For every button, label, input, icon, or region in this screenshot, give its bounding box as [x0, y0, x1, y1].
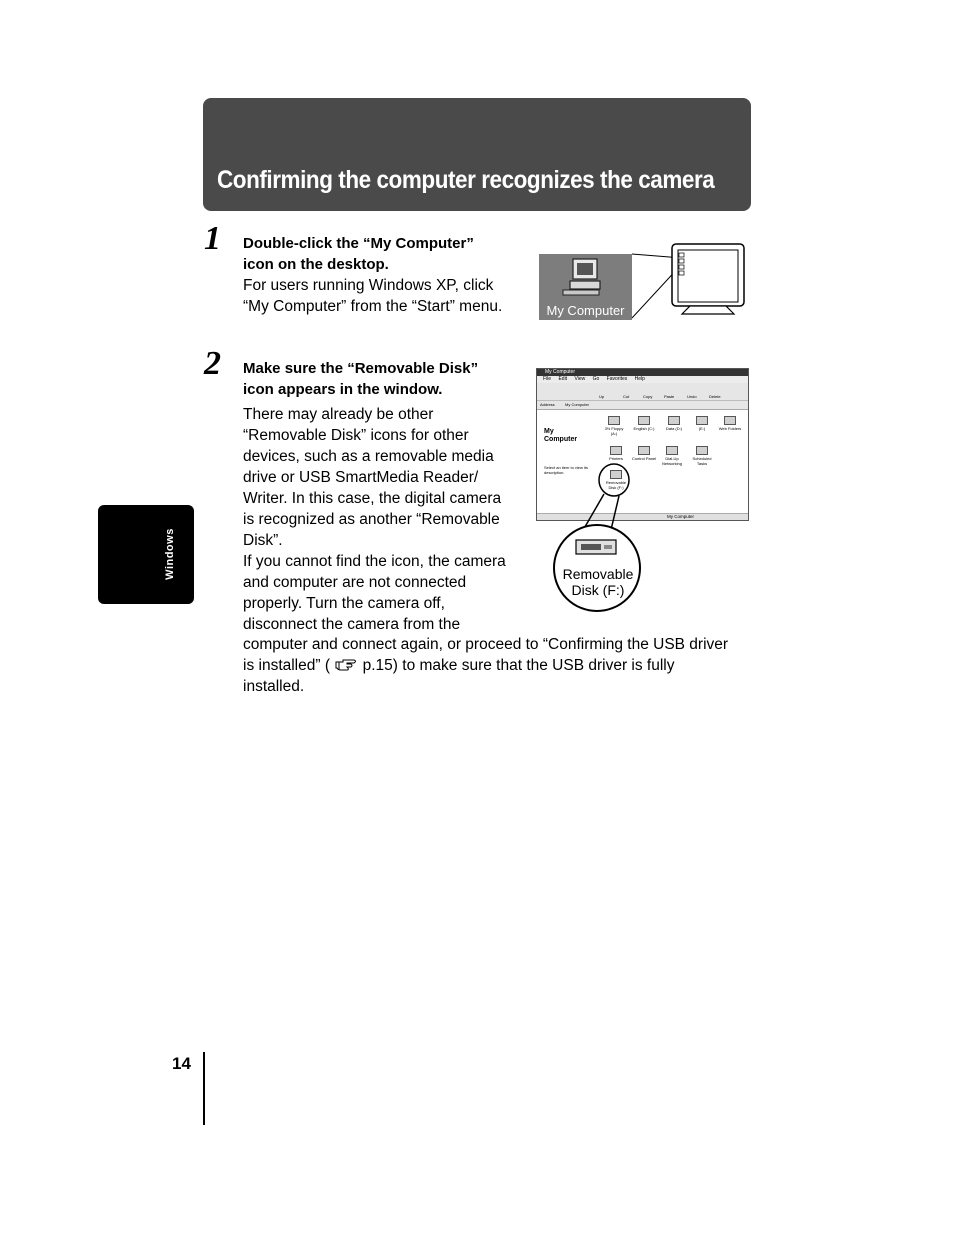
menu-go[interactable]: Go [592, 376, 600, 382]
step-2-wide-line-2-post: ) to make sure that the USB driver is fully [392, 657, 675, 674]
sidebar-title-line-1: My [544, 428, 554, 435]
step-1-number: 1 [204, 220, 221, 257]
dial-up-networking-icon[interactable]: Dial-Up Networking [659, 446, 685, 466]
step-2-body-line: If you cannot find the icon, the camera [243, 553, 506, 570]
menu-edit[interactable]: Edit [558, 376, 568, 382]
step-1-note-line-2: “My Computer” from the “Start” menu. [243, 298, 503, 315]
step-2-wide-line-1: computer and connect again, or proceed to “Confirming the USB driver [243, 636, 729, 653]
step-1-note-line-1: For users running Windows XP, click [243, 277, 494, 294]
address-field[interactable]: My Computer [565, 402, 590, 407]
menu-file[interactable]: File [543, 376, 552, 382]
step-2-wide-line-2 [243, 655, 763, 676]
step-1-instruction-line-2: icon on the desktop. [243, 256, 389, 273]
window-title-bar [537, 369, 748, 376]
toolbar-up[interactable]: Up [599, 394, 605, 399]
step-2-instruction-line-2: icon appears in the window. [243, 381, 443, 398]
drive-icon[interactable]: 3½ Floppy (A:) [601, 416, 627, 436]
step-2-wide-text [243, 634, 763, 697]
address-label: Address [540, 402, 555, 407]
callout-label-line-2: Disk (F:) [571, 582, 625, 598]
sidebar-hint: Select an item to view its description. [544, 465, 589, 475]
drive-icon[interactable]: Data (D:) [661, 416, 687, 431]
status-text: My Computer [667, 514, 695, 519]
printers-icon[interactable]: Printers [603, 446, 629, 461]
toolbar-cut[interactable]: Cut [623, 394, 630, 399]
toolbar-paste[interactable]: Paste [664, 394, 675, 399]
step-2-instruction-line-1: Make sure the “Removable Disk” [243, 360, 479, 377]
window-menu-bar [537, 376, 748, 383]
removable-disk-icon[interactable]: Removable Disk (F:) [603, 470, 629, 490]
page-title: Confirming the computer recognizes the camera [217, 166, 715, 194]
window-toolbar [537, 383, 748, 401]
step-2-body-line: properly. Turn the camera off, [243, 595, 445, 612]
step-1-instruction-line-1: Double-click the “My Computer” [243, 235, 474, 252]
section-header [203, 98, 751, 211]
toolbar-copy[interactable]: Copy [643, 394, 653, 399]
toolbar-delete[interactable]: Delete [709, 394, 721, 399]
step-2-body-line: Writer. In this case, the digital camera [243, 490, 502, 507]
step-2-wide-line-2-pre: is installed” ( [243, 657, 330, 674]
my-computer-label: My Computer [546, 303, 625, 318]
toolbar-undo[interactable]: Undo [687, 394, 697, 399]
step-2-text [243, 358, 533, 635]
sidebar-title-line-2: Computer [544, 436, 578, 443]
scheduled-tasks-icon[interactable]: Scheduled Tasks [689, 446, 715, 466]
callout-label-line-1: Removable [562, 566, 634, 582]
step-2-body-line: There may already be other [243, 406, 434, 423]
web-folders-icon[interactable]: Web Folders [717, 416, 743, 431]
control-panel-icon[interactable]: Control Panel [631, 446, 657, 461]
menu-help[interactable]: Help [634, 376, 645, 382]
page-number: 14 [172, 1054, 191, 1073]
drive-icon[interactable]: (E:) [689, 416, 715, 431]
step-2-body-line: disconnect the camera from the [243, 616, 461, 633]
step-2-body-line: drive or USB SmartMedia Reader/ [243, 469, 479, 486]
page-number-rule [203, 1052, 205, 1125]
step-2-body-line: is recognized as another “Removable [243, 511, 500, 528]
side-tab-label: Windows [164, 528, 176, 580]
page-reference[interactable]: p.15 [362, 657, 393, 674]
my-computer-desktop-icon [539, 254, 632, 320]
removable-disk-large-icon [576, 540, 616, 554]
step-2-number: 2 [204, 345, 221, 382]
step-2-wide-line-3: installed. [243, 678, 305, 695]
step-2-body-line: and computer are not connected [243, 574, 467, 591]
menu-view[interactable]: View [574, 376, 586, 382]
step-2-body-line: Disk”. [243, 532, 283, 549]
step-2-body-line: “Removable Disk” icons for other [243, 427, 469, 444]
window-title: My Computer [545, 369, 576, 375]
menu-favorites[interactable]: Favorites [606, 376, 628, 382]
step-2-body-line: devices, such as a removable media [243, 448, 494, 465]
monitor-illustration [630, 240, 748, 322]
step-1-text [243, 233, 533, 317]
pointing-hand-icon [334, 658, 358, 672]
sidebar-title [544, 428, 577, 444]
callout-label [548, 566, 648, 598]
side-tab [98, 505, 194, 604]
address-bar [537, 401, 748, 410]
drive-icon[interactable]: English (C:) [631, 416, 657, 431]
